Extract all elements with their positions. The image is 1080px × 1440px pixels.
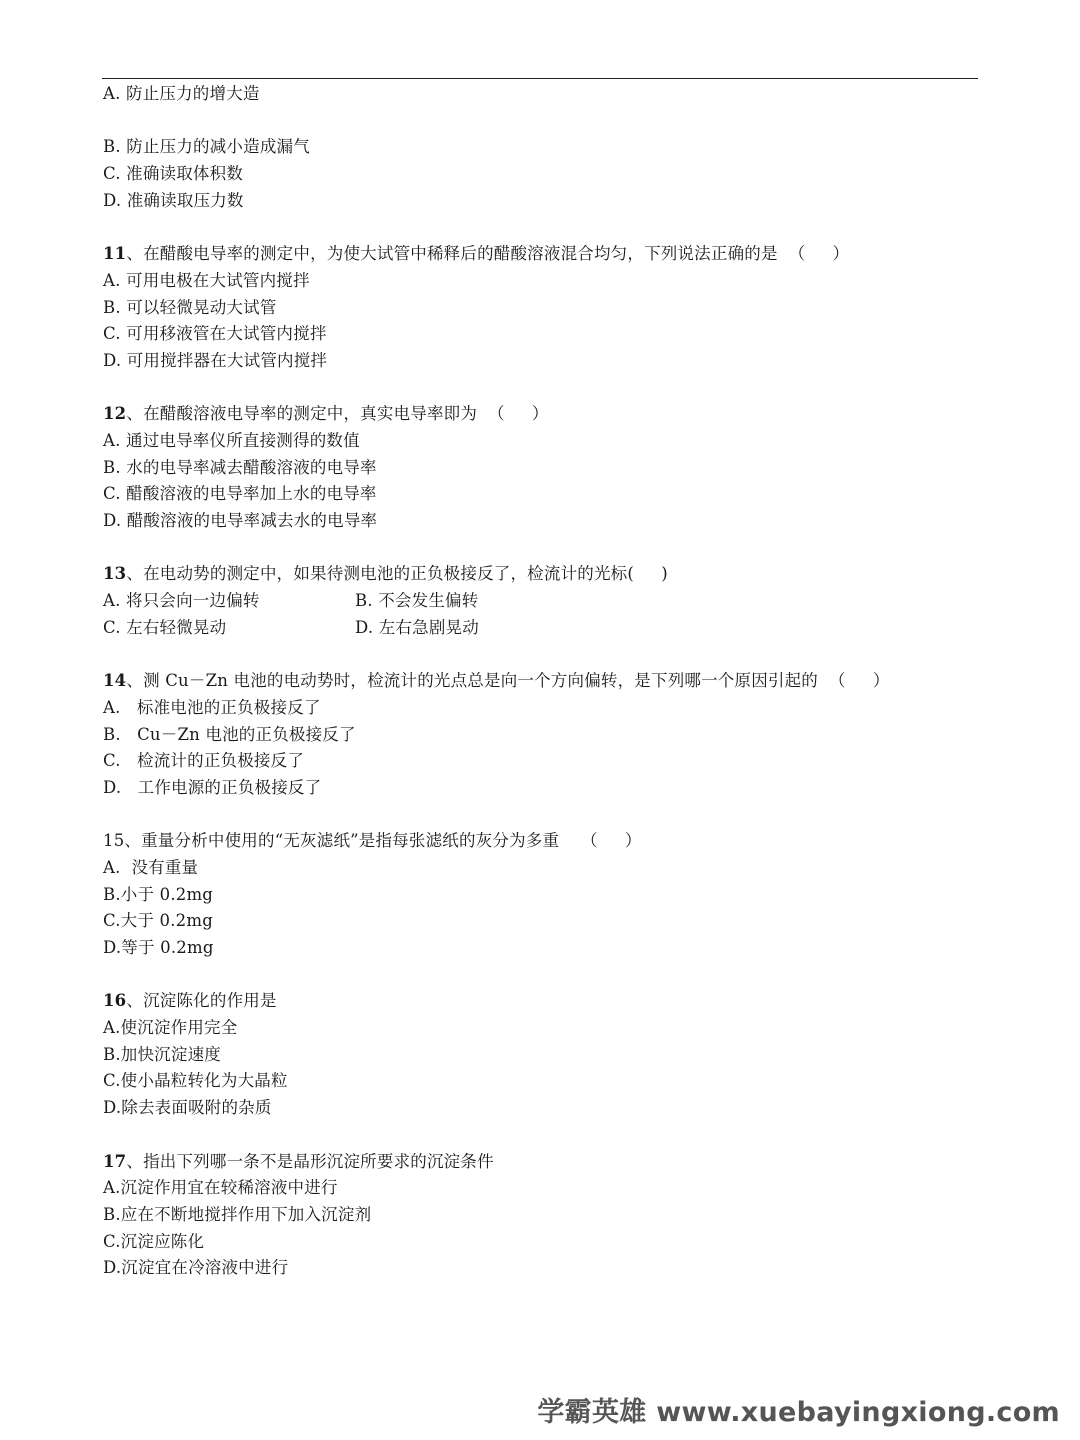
question-stem [103, 401, 979, 428]
question-number: 15 [103, 831, 125, 851]
option-row [103, 615, 979, 642]
question-stem [103, 668, 979, 695]
option-c: C. 左右轻微晃动 [103, 617, 227, 637]
option-a: A. 标准电池的正负极接反了 [103, 697, 321, 717]
option-b: B. 防止压力的减小造成漏气 [103, 137, 310, 157]
option-c: C. 检流计的正负极接反了 [103, 751, 305, 771]
option-d: D. 左右急剧晃动 [355, 617, 479, 637]
option-d: D. 可用搅拌器在大试管内搅拌 [103, 350, 328, 370]
question-stem [103, 561, 979, 588]
option-b: B. 可以轻微晃动大试管 [103, 297, 277, 317]
question-list [103, 81, 979, 1282]
question-text: 、在醋酸溶液电导率的测定中，真实电导率即为 （ ） [126, 404, 549, 424]
option-row [103, 588, 979, 615]
option-d: D.除去表面吸附的杂质 [103, 1098, 272, 1118]
question-text: 、沉淀陈化的作用是 [126, 991, 277, 1011]
option-d: D.等于 0.2mg [103, 938, 214, 957]
question-10-options [103, 81, 979, 214]
question-text: 、重量分析中使用的“无灰滤纸”是指每张滤纸的灰分为多重 （ ） [124, 831, 642, 851]
question-number: 13 [103, 564, 127, 584]
option-c: C. 醋酸溶液的电导率加上水的电导率 [103, 484, 377, 504]
option-d: D.沉淀宜在冷溶液中进行 [103, 1258, 289, 1278]
option-a: A. 没有重量 [103, 857, 199, 877]
option-d: D. 醋酸溶液的电导率减去水的电导率 [103, 511, 378, 530]
question-number: 16 [103, 991, 127, 1011]
question-14 [103, 668, 979, 801]
option-a: A. 通过电导率仪所直接测得的数值 [103, 430, 360, 450]
question-stem [103, 988, 979, 1015]
question-number: 14 [103, 671, 127, 691]
question-text: 、指出下列哪一条不是晶形沉淀所要求的沉淀条件 [126, 1151, 494, 1171]
footer-watermark: 学霸英雄 www.xuebayingxiong.com [537, 1397, 1060, 1428]
question-stem [103, 1149, 979, 1176]
option-a: A. 将只会向一边偏转 [103, 591, 260, 611]
option-b: B. 水的电导率减去醋酸溶液的电导率 [103, 457, 377, 477]
question-number: 12 [103, 404, 127, 424]
option-b: B.加快沉淀速度 [103, 1044, 221, 1064]
question-16 [103, 988, 979, 1121]
option-a: A.使沉淀作用完全 [103, 1018, 238, 1038]
option-a: A. 防止压力的增大造 [103, 84, 260, 103]
question-stem [103, 828, 979, 855]
option-c: C.大于 0.2mg [103, 911, 213, 931]
question-number: 11 [103, 244, 127, 264]
question-number: 17 [103, 1151, 127, 1171]
option-b: B. 不会发生偏转 [355, 591, 479, 611]
question-stem [103, 241, 979, 268]
question-11 [103, 241, 979, 374]
option-b: B. Cu－Zn 电池的正负极接反了 [103, 724, 356, 744]
question-text: 、在醋酸电导率的测定中，为使大试管中稀释后的醋酸溶液混合均匀，下列说法正确的是 （ ） [126, 244, 850, 264]
question-text: 、测 Cu－Zn 电池的电动势时，检流计的光点总是向一个方向偏转，是下列哪一个原因引起的 （ ） [126, 671, 890, 691]
option-c: C. 准确读取体积数 [103, 164, 244, 184]
option-b: B.应在不断地搅拌作用下加入沉淀剂 [103, 1204, 372, 1224]
option-d: D. 工作电源的正负极接反了 [103, 777, 322, 797]
question-text: 、在电动势的测定中，如果待测电池的正负极接反了，检流计的光标( ) [126, 564, 668, 584]
option-d: D. 准确读取压力数 [103, 190, 244, 210]
question-12 [103, 401, 979, 534]
option-c: C.使小晶粒转化为大晶粒 [103, 1071, 288, 1091]
option-a: A. 可用电极在大试管内搅拌 [103, 270, 310, 290]
question-17 [103, 1149, 979, 1282]
question-13 [103, 561, 979, 641]
header-rule [102, 78, 978, 79]
option-c: C.沉淀应陈化 [103, 1231, 205, 1251]
option-c: C. 可用移液管在大试管内搅拌 [103, 324, 327, 344]
question-15 [103, 828, 979, 961]
option-a: A.沉淀作用宜在较稀溶液中进行 [103, 1178, 338, 1198]
option-b: B.小于 0.2mg [103, 884, 214, 904]
